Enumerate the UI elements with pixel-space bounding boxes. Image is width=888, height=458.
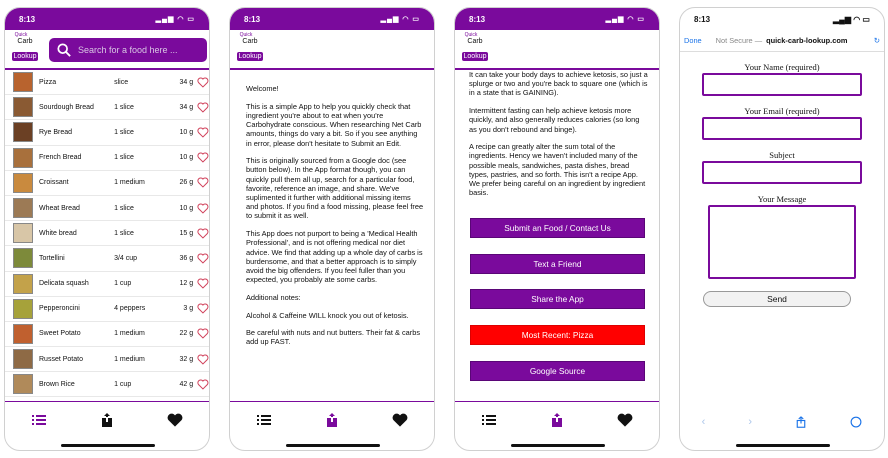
tab-favorites-icon[interactable] (617, 412, 633, 428)
app-logo (236, 32, 264, 63)
food-name: Russet Potato (39, 355, 83, 363)
about-paragraph: This App does not purport to being a 'Medical Health Professional', and is not offering medical nor diet advice. We find that adding up a whole day of carbs is burdensome, and that a better approach is to simply avoid the big offenders. If you feel fuller than you expected, you probably ate some carbs. (246, 229, 423, 285)
safari-address-bar (680, 30, 884, 52)
food-carb: 12 g (179, 280, 194, 288)
tab-favorites-icon[interactable] (167, 412, 183, 428)
food-row[interactable] (5, 221, 209, 246)
food-thumbnail (13, 122, 33, 142)
food-name: French Bread (39, 154, 82, 162)
signal-wifi-battery-icon: ▂▄▆ ◠ ▭ (605, 16, 645, 23)
food-carb: 3 g (183, 305, 194, 313)
home-indicator (286, 444, 380, 447)
about-paragraph: This is a simple App to help you quickly check that ingredient you're about to eat when you're Carbohydrate conscious. When researching Net Carb amounts, things do vary a bit. So if you see anything in error, please don't hesitate to Submit an Edit. (246, 101, 422, 148)
food-carb: 22 g (179, 330, 194, 338)
food-carb: 34 g (179, 78, 194, 86)
search-input[interactable] (49, 38, 207, 62)
about-paragraph: Be careful with nuts and nut butters. Their fat & carbs add up FAST. (246, 328, 421, 347)
food-qty: 4 peppers (114, 305, 146, 313)
about-text-continued (469, 70, 649, 206)
logo-carb: Carb (467, 38, 483, 45)
home-indicator (511, 444, 605, 447)
tab-list-icon[interactable] (481, 412, 497, 428)
done-button[interactable]: Done (684, 36, 702, 45)
food-name: Pepperoncini (39, 305, 80, 313)
food-qty: 1 cup (114, 280, 132, 288)
food-row[interactable] (5, 146, 209, 171)
phone-safari-form (679, 7, 885, 451)
favorite-heart-icon[interactable] (197, 278, 209, 289)
most-recent-button[interactable]: Most Recent: Pizza (470, 325, 645, 345)
send-button[interactable]: Send (703, 291, 851, 307)
back-icon[interactable]: ‹ (701, 416, 706, 428)
food-qty: 1 medium (114, 330, 145, 338)
food-name: Wheat Bread (39, 204, 80, 212)
favorite-heart-icon[interactable] (197, 203, 209, 214)
tab-list-icon[interactable] (31, 412, 47, 428)
food-carb: 10 g (179, 204, 194, 212)
food-carb: 34 g (179, 103, 194, 111)
not-secure-label: Not Secure — (715, 36, 763, 45)
food-qty: 1 slice (114, 154, 134, 162)
logo-quick: Quick (14, 32, 28, 38)
food-name: Sweet Potato (39, 330, 81, 338)
home-indicator (61, 444, 155, 447)
subject-label: Subject (769, 150, 795, 160)
text-friend-button[interactable]: Text a Friend (470, 254, 645, 274)
food-thumbnail (13, 374, 33, 394)
name-label: Your Name (required) (744, 62, 820, 72)
tab-share-icon[interactable] (549, 412, 565, 428)
food-name: Tortellini (39, 254, 65, 262)
signal-wifi-battery-icon: ▂▄▆ ◠ ▭ (833, 14, 870, 24)
food-row[interactable] (5, 95, 209, 120)
status-time: 8:13 (19, 14, 36, 24)
tab-bar (230, 401, 434, 437)
food-row[interactable] (5, 246, 209, 271)
about-paragraph: Welcome! (246, 84, 279, 93)
favorite-heart-icon[interactable] (197, 127, 209, 138)
tab-bar (5, 401, 209, 437)
search-placeholder: Search for a food here ... (78, 45, 178, 55)
email-field[interactable] (702, 117, 862, 140)
favorite-heart-icon[interactable] (197, 328, 209, 339)
logo-quick: Quick (239, 32, 253, 38)
share-icon[interactable] (795, 416, 807, 428)
about-text (246, 84, 424, 355)
food-qty: 1 cup (114, 380, 132, 388)
food-qty: 1 medium (114, 179, 145, 187)
status-bar (455, 8, 659, 30)
food-list (5, 70, 209, 397)
signal-wifi-battery-icon: ▂▄▆ ◠ ▭ (380, 16, 420, 23)
food-thumbnail (13, 324, 33, 344)
food-name: Delicata squash (39, 280, 89, 288)
status-bar (230, 8, 434, 30)
url-text[interactable]: quick-carb-lookup.com (766, 36, 848, 45)
food-thumbnail (13, 223, 33, 243)
favorite-heart-icon[interactable] (197, 152, 209, 163)
food-thumbnail (13, 173, 33, 193)
about-paragraph: This is originally sourced from a Google doc (see button below). In the App format though, you can quickly pull them all up, search for a particular food, favorite, reference an image, and share. We've suplimented it further with additional missing items and photos. If you find a food missing, please feel free to submit it as well. (246, 156, 424, 221)
food-qty: 1 slice (114, 128, 134, 136)
logo-quick: Quick (464, 32, 478, 38)
name-field[interactable] (702, 73, 862, 96)
food-name: White bread (39, 229, 77, 237)
favorite-heart-icon[interactable] (197, 303, 209, 314)
food-carb: 42 g (179, 380, 194, 388)
food-thumbnail (13, 299, 33, 319)
phone-food-list (4, 7, 210, 451)
message-field[interactable] (708, 205, 856, 279)
phone-about-buttons (454, 7, 660, 451)
food-thumbnail (13, 198, 33, 218)
food-name: Croissant (39, 179, 69, 187)
food-name: Pizza (39, 78, 57, 86)
food-thumbnail (13, 97, 33, 117)
tab-favorites-icon[interactable] (392, 412, 408, 428)
food-row[interactable] (5, 372, 209, 397)
favorite-heart-icon[interactable] (197, 102, 209, 113)
about-paragraph: Intermittent fasting can help achieve ketosis more quickly, and also generally reduces calories (so long as you don't rebound and binge). (469, 106, 640, 134)
food-thumbnail (13, 248, 33, 268)
food-carb: 15 g (179, 229, 194, 237)
header-divider (230, 68, 434, 70)
about-paragraph: Alcohol & Caffeine WILL knock you out of ketosis. (246, 310, 409, 320)
food-thumbnail (13, 349, 33, 369)
forward-icon[interactable]: › (748, 416, 753, 428)
food-row[interactable] (5, 171, 209, 196)
compass-icon[interactable] (850, 416, 862, 428)
app-logo (461, 32, 489, 63)
food-qty: 1 slice (114, 204, 134, 212)
app-logo (11, 32, 39, 63)
food-qty: 1 slice (114, 103, 134, 111)
submit-contact-button[interactable]: Submit an Food / Contact Us (470, 218, 645, 238)
home-indicator (736, 444, 830, 447)
food-row[interactable] (5, 196, 209, 221)
about-paragraph: It can take your body days to achieve ketosis, so just a splurge or two and you're back to square one (which is in a state that is GAINING). (469, 70, 648, 98)
food-name: Sourdough Bread (39, 103, 94, 111)
food-thumbnail (13, 72, 33, 92)
food-name: Rye Bread (39, 128, 73, 136)
message-label: Your Message (757, 194, 807, 204)
food-row[interactable] (5, 272, 209, 297)
status-bar (680, 8, 884, 30)
favorite-heart-icon[interactable] (197, 379, 209, 390)
status-bar (5, 8, 209, 30)
food-qty: 1 slice (114, 229, 134, 237)
status-time: 8:13 (469, 14, 486, 24)
logo-lookup: Lookup (13, 53, 37, 60)
status-time: 8:13 (244, 14, 261, 24)
tab-bar (455, 401, 659, 437)
about-paragraph: Additional notes: (246, 292, 301, 302)
food-carb: 32 g (179, 355, 194, 363)
phone-about (229, 7, 435, 451)
favorite-heart-icon[interactable] (197, 228, 209, 239)
food-thumbnail (13, 148, 33, 168)
food-carb: 10 g (179, 128, 194, 136)
food-row[interactable] (5, 120, 209, 145)
logo-carb: Carb (17, 38, 33, 45)
logo-carb: Carb (242, 38, 258, 45)
google-source-button[interactable]: Google Source (470, 361, 645, 381)
favorite-heart-icon[interactable] (197, 253, 209, 264)
search-icon (57, 43, 71, 57)
food-row[interactable] (5, 322, 209, 347)
subject-field[interactable] (702, 161, 862, 184)
status-time: 8:13 (694, 14, 711, 24)
favorite-heart-icon[interactable] (197, 354, 209, 365)
share-app-button[interactable]: Share the App (470, 289, 645, 309)
tab-share-icon[interactable] (99, 412, 115, 428)
food-row[interactable] (5, 347, 209, 372)
logo-lookup: Lookup (463, 53, 487, 60)
logo-lookup: Lookup (238, 53, 262, 60)
food-carb: 26 g (179, 179, 194, 187)
favorite-heart-icon[interactable] (197, 77, 209, 88)
food-carb: 10 g (179, 154, 194, 162)
food-thumbnail (13, 274, 33, 294)
reload-icon[interactable]: ↻ (873, 36, 880, 45)
safari-toolbar (680, 416, 884, 428)
food-qty: 1 medium (114, 355, 145, 363)
signal-wifi-battery-icon: ▂▄▆ ◠ ▭ (155, 16, 195, 23)
food-carb: 36 g (179, 254, 194, 262)
food-qty: slice (114, 78, 129, 86)
favorite-heart-icon[interactable] (197, 177, 209, 188)
about-paragraph: A recipe can greatly alter the sum total of the ingredients. Hency we haven't included many of the possible meals, sandwiches, pasta dishes, bread types, pastries, and so forth. This isn't a recipe App. We prefer being careful on an ingredient by ingredient basis. (469, 142, 646, 198)
food-name: Brown Rice (39, 380, 75, 388)
food-row[interactable] (5, 70, 209, 95)
tab-share-icon[interactable] (324, 412, 340, 428)
tab-list-icon[interactable] (256, 412, 272, 428)
food-qty: 3/4 cup (114, 254, 138, 262)
email-label: Your Email (required) (744, 106, 820, 116)
food-row[interactable] (5, 297, 209, 322)
